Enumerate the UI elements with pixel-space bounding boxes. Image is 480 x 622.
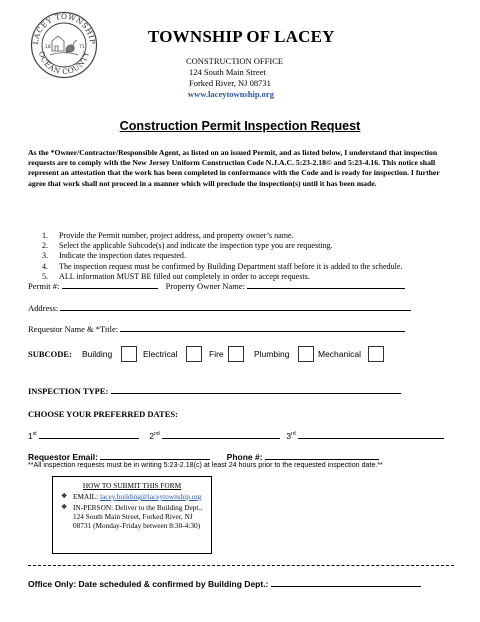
submit-email-item: ❖ EMAIL: lacey.building@laceytownship.org <box>61 492 202 501</box>
email-field[interactable] <box>100 451 210 460</box>
permit-row <box>28 280 405 291</box>
submit-email-link[interactable]: lacey.building@laceytownship.org <box>99 492 202 501</box>
subcode-label: SUBCODE: <box>28 349 72 359</box>
seal-ring-top: LACEY TOWNSHIP <box>30 11 98 46</box>
attestation-paragraph: As the *Owner/Contractor/Responsible Agent, as listed on an issued Permit, and as listed below, I understand that inspection requests are to comply with the New Jersey Uniform Construction Code N.J.A.C. 5:23-2.18© and 5:23-4.16. This notice shall represent an attestation that the work has been completed in conformance with the Code and is ready for inspection. I further agree that work shall not proceed in a manner which will preclude the inspection(s) until it has been made. <box>28 148 440 188</box>
address-field[interactable] <box>60 302 411 311</box>
list-item: 3. Indicate the inspection dates requested. <box>42 251 186 261</box>
dates-row <box>28 430 458 441</box>
list-item: 1. Provide the Permit number, project address, and property owner’s name. <box>42 231 294 240</box>
subcode-electrical-checkbox[interactable] <box>186 346 202 362</box>
permit-field[interactable] <box>62 280 158 289</box>
office-only-field[interactable] <box>271 578 421 587</box>
svg-text:OCEAN COUNTY <box>37 50 91 76</box>
subcode-mechanical-label: Mechanical <box>318 349 361 359</box>
date-2-field[interactable] <box>162 430 280 439</box>
list-item: 2. Select the applicable Subcode(s) and indicate the inspection type you are requesting. <box>42 241 333 251</box>
subcode-plumbing-checkbox[interactable] <box>298 346 314 362</box>
office-divider <box>28 565 454 566</box>
instructions-list <box>42 231 452 282</box>
date-3-field[interactable] <box>298 430 444 439</box>
subcode-fire-checkbox[interactable] <box>228 346 244 362</box>
subcode-fire-label: Fire <box>209 349 224 359</box>
owner-label: Property Owner Name: <box>165 281 245 291</box>
subcode-building-label: Building <box>82 349 113 359</box>
subcode-mechanical-checkbox[interactable] <box>368 346 384 362</box>
subcode-row <box>28 346 458 366</box>
seal-ring-bottom: OCEAN COUNTY <box>37 50 91 77</box>
seal-emblem-icon <box>50 36 78 55</box>
date-1-label: 1st <box>28 431 37 441</box>
form-title: Construction Permit Inspection Request <box>119 119 361 133</box>
diamond-bullet-icon: ❖ <box>61 492 68 500</box>
office-address <box>186 56 283 100</box>
list-item: 4. The inspection request must be confirmed by Building Department staff before it is added to the schedule. <box>42 261 403 271</box>
phone-label: Phone #: <box>226 452 263 462</box>
submit-heading: HOW TO SUBMIT THIS FORM <box>82 481 182 490</box>
permit-label: Permit #: <box>28 281 60 291</box>
township-seal <box>30 11 98 79</box>
dates-heading: CHOOSE YOUR PREFERRED DATES: <box>28 409 178 419</box>
date-2-label: 2nd <box>149 431 160 441</box>
seal-date-right: 71 <box>79 45 85 50</box>
office-only-label: Office Only: Date scheduled & confirmed by Building Dept.: <box>28 579 269 589</box>
submit-instructions-box <box>52 476 212 554</box>
svg-text:LACEY TOWNSHIP <box>31 12 97 45</box>
phone-field[interactable] <box>265 451 379 460</box>
inspection-type-field[interactable] <box>111 385 401 394</box>
office-street: 124 South Main Street <box>189 67 266 77</box>
owner-field[interactable] <box>247 280 405 289</box>
website-link[interactable]: www.laceytownship.org <box>188 89 274 99</box>
requestor-label: Requestor Name & *Title: <box>28 324 119 334</box>
office-only-row <box>28 578 468 589</box>
address-row <box>28 302 411 313</box>
submit-in-person-item: ❖ IN-PERSON: Deliver to the Building Dept., 124 South Main Street, Forked River, NJ 08731 (Monday-Friday between 8:30-4:30) <box>61 503 203 530</box>
written-request-note: **All inspection requests must be in writing 5:23-2.18(c) at least 24 hours prior to the requested inspection date.** <box>28 461 383 469</box>
email-label: Requestor Email: <box>28 452 98 462</box>
requestor-row <box>28 323 405 334</box>
address-label: Address: <box>28 303 59 313</box>
diamond-bullet-icon: ❖ <box>61 503 68 511</box>
requestor-field[interactable] <box>120 323 405 332</box>
township-title: TOWNSHIP OF LACEY <box>148 27 335 46</box>
list-item: 5. ALL information MUST BE filled out completely in order to accept requests. <box>42 271 310 281</box>
office-name: CONSTRUCTION OFFICE <box>186 56 284 66</box>
inspection-type-row <box>28 385 401 396</box>
inspection-type-label: INSPECTION TYPE: <box>28 386 109 396</box>
subcode-electrical-label: Electrical <box>143 349 178 359</box>
seal-date-left: 18 <box>45 45 51 50</box>
office-city: Forked River, NJ 08731 <box>189 78 271 88</box>
date-1-field[interactable] <box>39 430 139 439</box>
date-3-label: 3rd <box>286 431 296 441</box>
subcode-building-checkbox[interactable] <box>121 346 137 362</box>
subcode-plumbing-label: Plumbing <box>254 349 290 359</box>
